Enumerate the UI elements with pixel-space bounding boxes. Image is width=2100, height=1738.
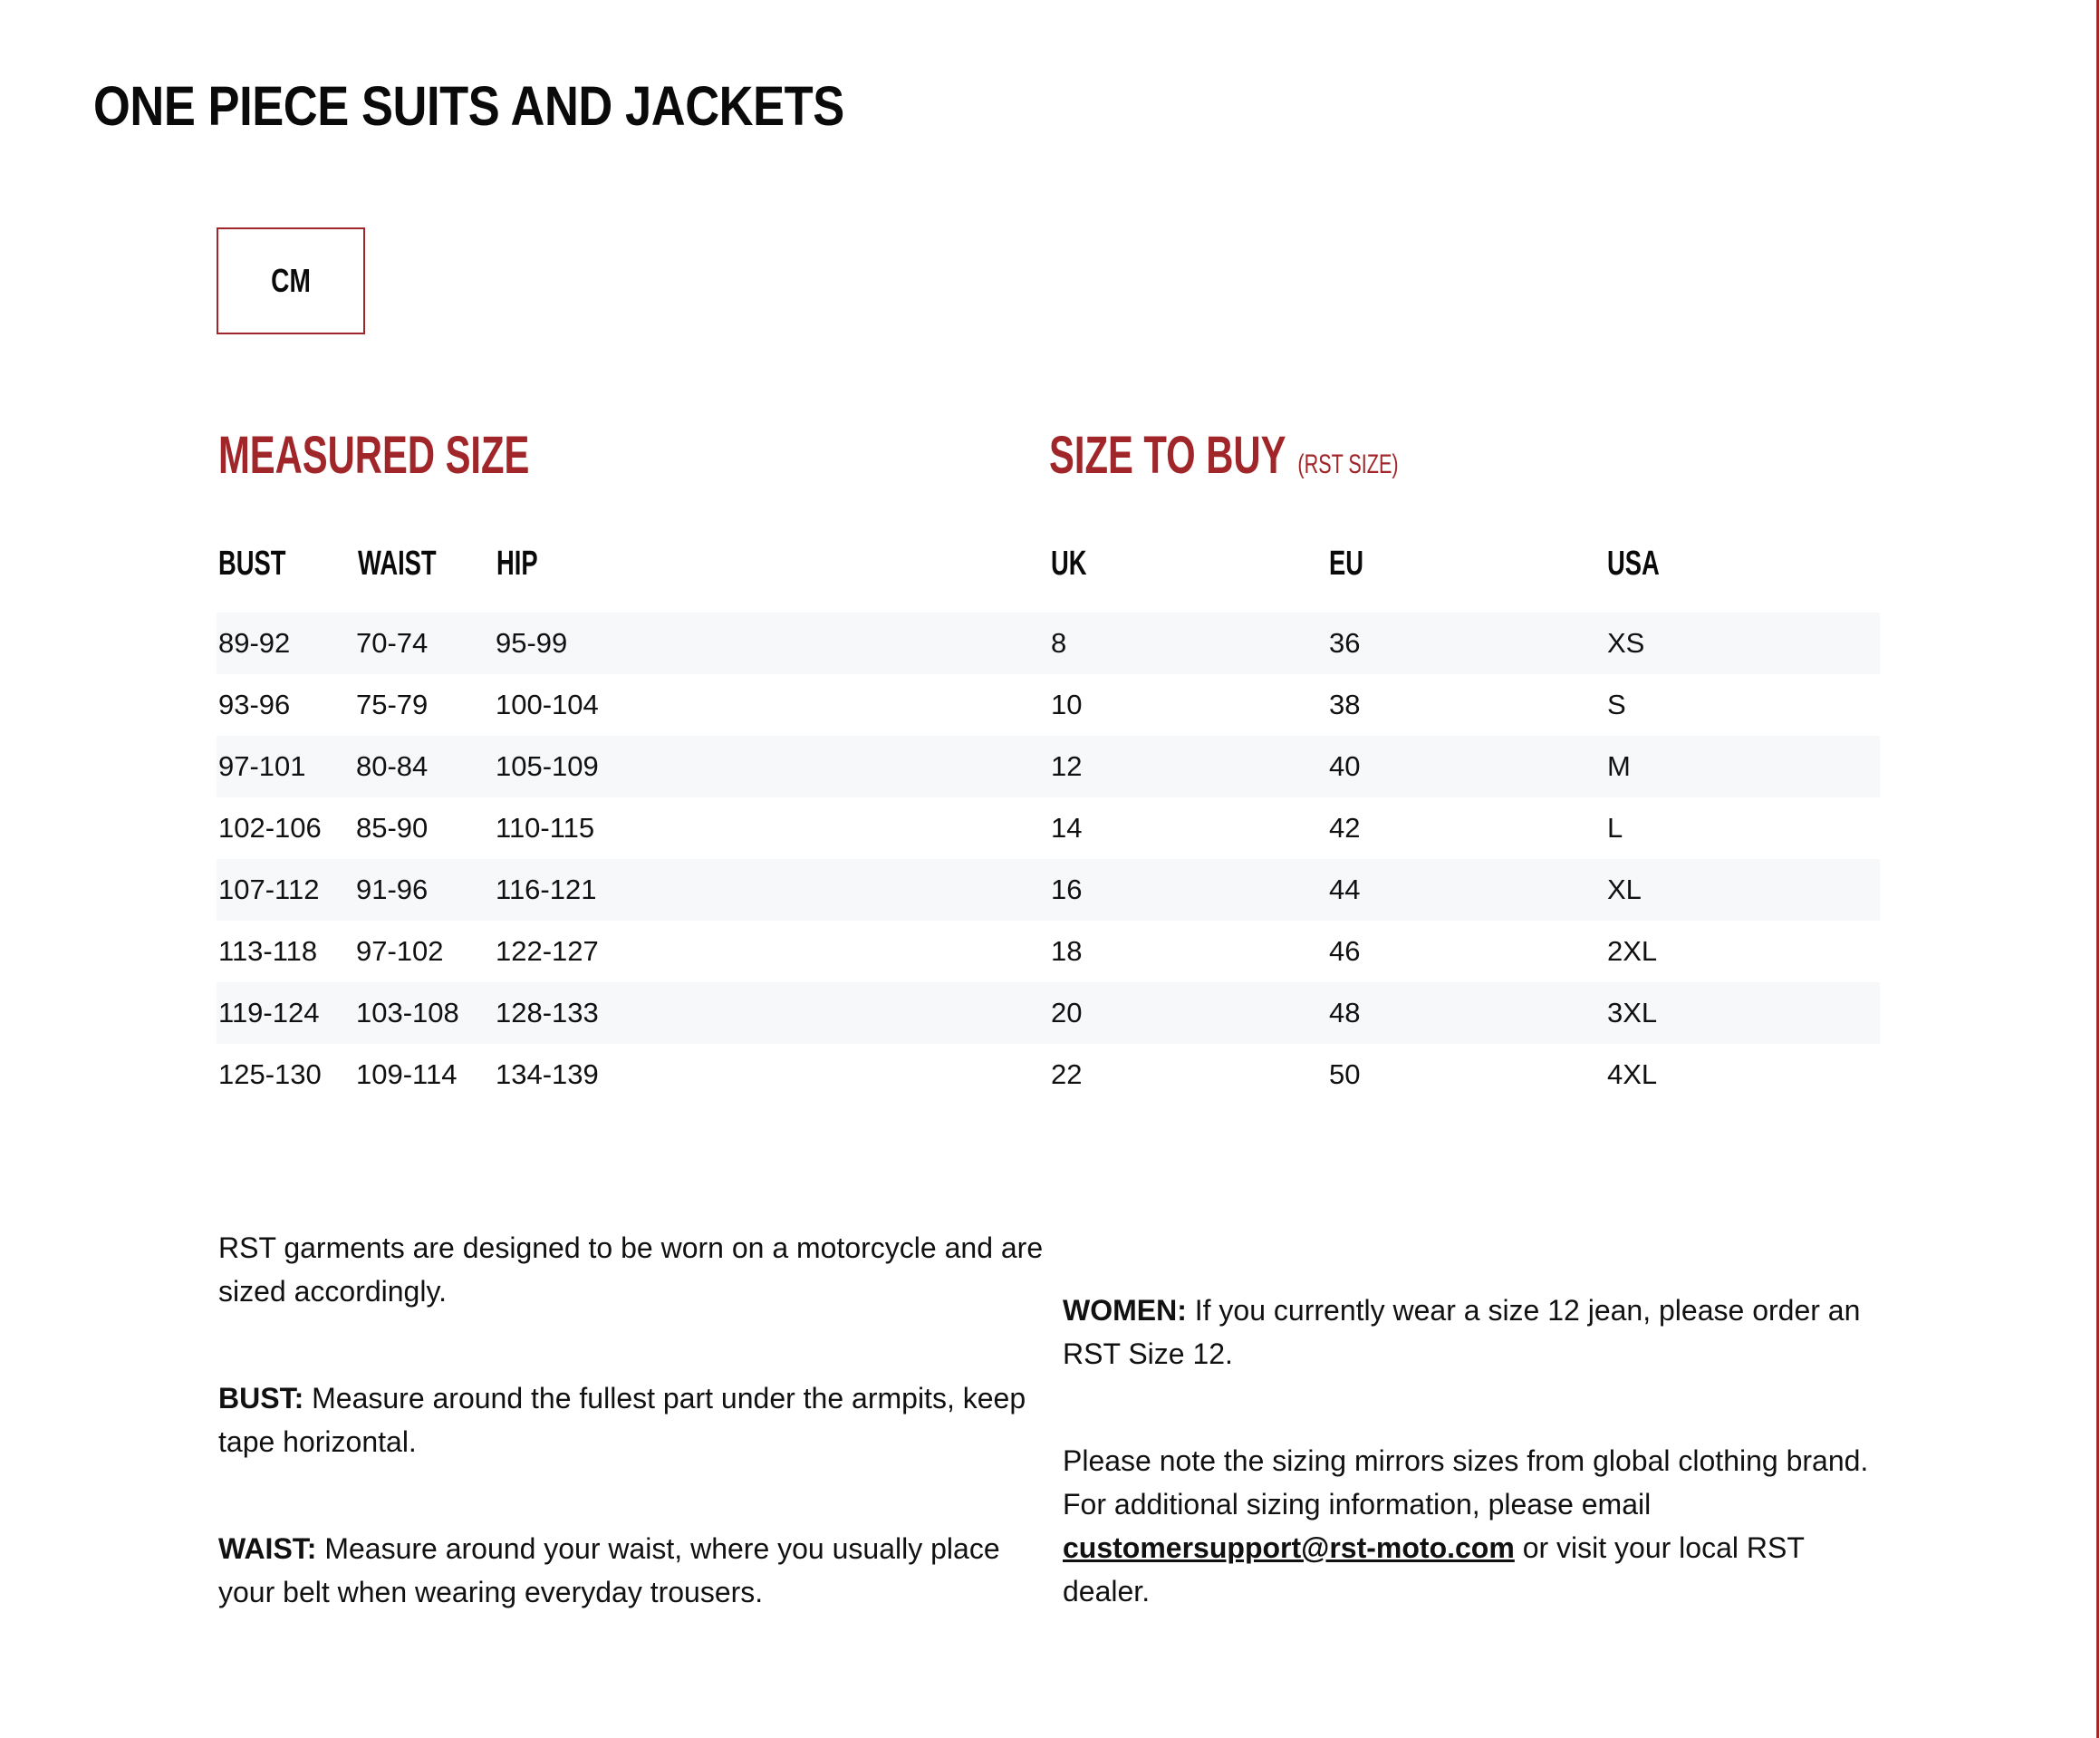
cell-uk: 18 bbox=[1051, 935, 1083, 967]
cell-waist: 80-84 bbox=[356, 750, 429, 782]
cell-bust: 89-92 bbox=[218, 627, 291, 659]
unit-toggle-cm-button[interactable] bbox=[217, 227, 365, 334]
size-table bbox=[217, 613, 1880, 1106]
unit-toggle-label: CM bbox=[271, 262, 311, 299]
cell-hip: 128-133 bbox=[496, 997, 599, 1028]
waist-note-text: Measure around your waist, where you usually place your belt when wearing everyday trousers. bbox=[218, 1532, 1000, 1608]
cell-eu: 44 bbox=[1329, 874, 1361, 905]
intro-note: RST garments are designed to be worn on a motorcycle and are sized accordingly. bbox=[218, 1231, 1044, 1308]
page-title: ONE PIECE SUITS AND JACKETS bbox=[93, 75, 844, 137]
cell-waist: 103-108 bbox=[356, 997, 459, 1028]
size-to-buy-title: SIZE TO BUY bbox=[1049, 426, 1286, 485]
cell-uk: 20 bbox=[1051, 997, 1083, 1028]
cell-usa: 4XL bbox=[1607, 1058, 1658, 1090]
waist-note bbox=[218, 1527, 1052, 1614]
column-header-hip: HIP bbox=[496, 545, 538, 583]
cell-hip: 100-104 bbox=[496, 689, 599, 720]
table-row bbox=[217, 859, 1880, 921]
cell-uk: 16 bbox=[1051, 874, 1083, 905]
sizing-notes bbox=[1063, 1289, 1896, 1676]
cell-usa: XS bbox=[1607, 627, 1645, 659]
cell-hip: 134-139 bbox=[496, 1058, 599, 1090]
cell-bust: 113-118 bbox=[218, 935, 318, 967]
column-header-eu: EU bbox=[1329, 545, 1364, 583]
cell-eu: 42 bbox=[1329, 812, 1361, 844]
table-row bbox=[217, 674, 1880, 736]
cell-usa: S bbox=[1607, 689, 1626, 720]
cell-usa: 2XL bbox=[1607, 935, 1658, 967]
measured-size-heading: MEASURED SIZE bbox=[218, 426, 530, 485]
cell-bust: 119-124 bbox=[218, 997, 320, 1028]
bust-note-text: Measure around the fullest part under the armpits, keep tape horizontal. bbox=[218, 1382, 1026, 1458]
rst-size-subheading: (RST SIZE) bbox=[1297, 449, 1399, 479]
column-header-usa: USA bbox=[1607, 545, 1660, 583]
cell-waist: 109-114 bbox=[356, 1058, 458, 1090]
waist-note-label: WAIST: bbox=[218, 1532, 317, 1565]
support-email-link[interactable]: customersupport@rst-moto.com bbox=[1063, 1531, 1515, 1564]
bust-note-label: BUST: bbox=[218, 1382, 304, 1415]
cell-bust: 97-101 bbox=[218, 750, 306, 782]
cell-eu: 38 bbox=[1329, 689, 1361, 720]
cell-hip: 105-109 bbox=[496, 750, 599, 782]
cell-eu: 48 bbox=[1329, 997, 1361, 1028]
table-row bbox=[217, 921, 1880, 982]
cell-uk: 14 bbox=[1051, 812, 1083, 844]
table-row bbox=[217, 736, 1880, 797]
cell-usa: M bbox=[1607, 750, 1631, 782]
cell-usa: L bbox=[1607, 812, 1623, 844]
cell-uk: 22 bbox=[1051, 1058, 1083, 1090]
cell-waist: 85-90 bbox=[356, 812, 429, 844]
cell-eu: 50 bbox=[1329, 1058, 1361, 1090]
sizing-info-text-end: or visit your local RST dealer. bbox=[1063, 1531, 1805, 1608]
cell-eu: 40 bbox=[1329, 750, 1361, 782]
cell-uk: 8 bbox=[1051, 627, 1067, 659]
size-to-buy-heading bbox=[1049, 426, 1399, 495]
column-header-uk: UK bbox=[1051, 545, 1087, 583]
table-row bbox=[217, 1044, 1880, 1106]
table-row bbox=[217, 613, 1880, 674]
cell-bust: 125-130 bbox=[218, 1058, 322, 1090]
right-accent-border bbox=[2096, 0, 2099, 1738]
cell-waist: 97-102 bbox=[356, 935, 444, 967]
cell-hip: 122-127 bbox=[496, 935, 599, 967]
column-header-bust: BUST bbox=[218, 545, 286, 583]
women-note-label: WOMEN: bbox=[1063, 1294, 1187, 1327]
table-row bbox=[217, 797, 1880, 859]
cell-bust: 107-112 bbox=[218, 874, 320, 905]
cell-waist: 70-74 bbox=[356, 627, 429, 659]
women-note-text: If you currently wear a size 12 jean, please order an RST Size 12. bbox=[1063, 1294, 1861, 1370]
bust-note bbox=[218, 1376, 1052, 1463]
sizing-info-text: Please note the sizing mirrors sizes from global clothing brand. For additional sizing information, please email bbox=[1063, 1444, 1869, 1521]
cell-waist: 91-96 bbox=[356, 874, 429, 905]
measuring-notes bbox=[218, 1226, 1052, 1677]
cell-usa: XL bbox=[1607, 874, 1642, 905]
cell-eu: 36 bbox=[1329, 627, 1361, 659]
cell-eu: 46 bbox=[1329, 935, 1361, 967]
women-note bbox=[1063, 1289, 1896, 1376]
cell-usa: 3XL bbox=[1607, 997, 1658, 1028]
cell-uk: 10 bbox=[1051, 689, 1083, 720]
sizing-info-note bbox=[1063, 1439, 1896, 1613]
table-row bbox=[217, 982, 1880, 1044]
cell-hip: 95-99 bbox=[496, 627, 568, 659]
cell-hip: 116-121 bbox=[496, 874, 597, 905]
cell-uk: 12 bbox=[1051, 750, 1083, 782]
cell-bust: 93-96 bbox=[218, 689, 291, 720]
column-header-waist: WAIST bbox=[358, 545, 437, 583]
cell-bust: 102-106 bbox=[218, 812, 322, 844]
cell-hip: 110-115 bbox=[496, 812, 595, 844]
cell-waist: 75-79 bbox=[356, 689, 429, 720]
